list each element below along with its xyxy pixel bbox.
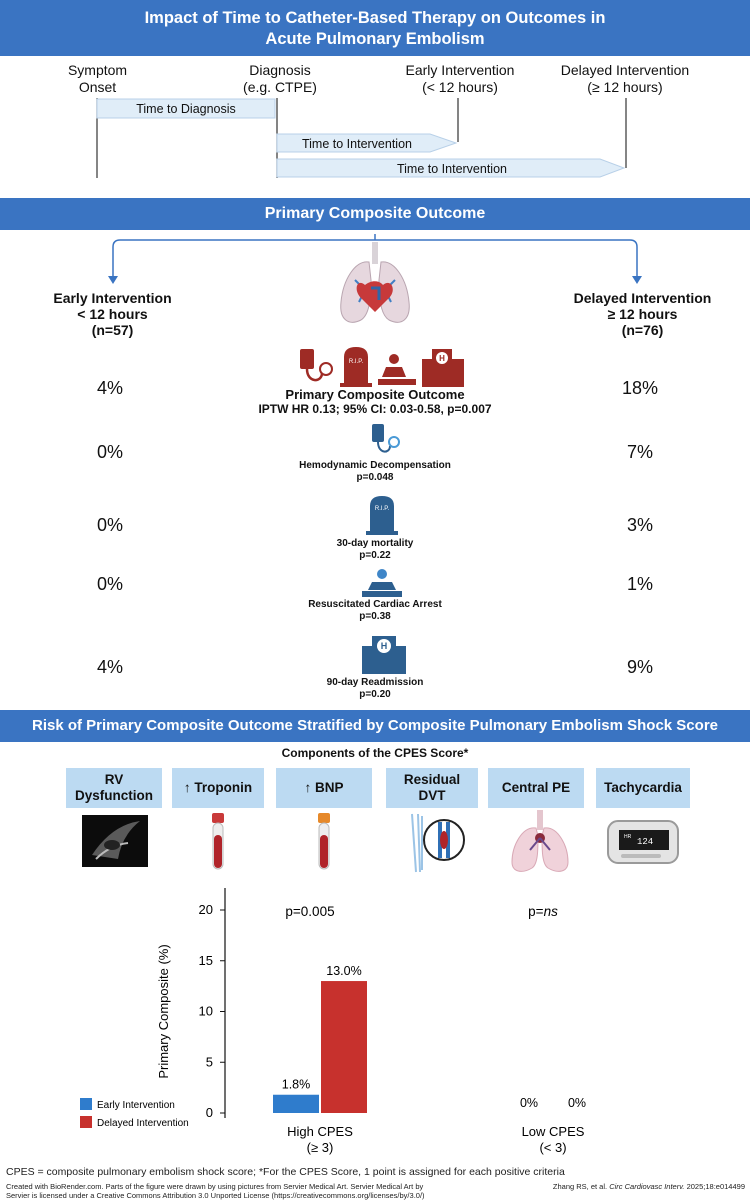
mortality-delayed-pct: 3% bbox=[627, 515, 654, 535]
blood-tube-orange-icon bbox=[311, 813, 337, 871]
readmission-icon bbox=[360, 634, 408, 674]
readmission-delayed-pct: 9% bbox=[627, 657, 654, 677]
readmission-caption bbox=[225, 676, 525, 701]
lungs-icon bbox=[510, 810, 570, 874]
hemodynamic-early-pct: 0% bbox=[97, 442, 124, 462]
delayed-intervention-heading bbox=[545, 290, 740, 338]
y-tick-label: 15 bbox=[198, 952, 213, 968]
rv-label-line2: Dysfunction bbox=[74, 788, 153, 803]
readmission-early-pct: 4% bbox=[97, 657, 124, 677]
hemodynamic-delayed-pct: 7% bbox=[627, 442, 654, 462]
time-to-intervention-delayed-wrap bbox=[282, 160, 622, 178]
hemodynamic-name: Hemodynamic Decompensation bbox=[299, 460, 451, 471]
x-category-labels bbox=[287, 1124, 585, 1155]
mortality-stat: p=0.22 bbox=[359, 550, 391, 561]
delayed-intervention-line2: (≥ 12 hours) bbox=[587, 79, 663, 95]
bnp-label: ↑ BNP bbox=[304, 780, 344, 795]
tachycardia-label: Tachycardia bbox=[604, 780, 682, 795]
bar-delayed-high bbox=[321, 981, 367, 1113]
bar-value-label: 0% bbox=[567, 1096, 587, 1110]
footer-credit bbox=[6, 1182, 425, 1200]
composite-early-pct: 4% bbox=[97, 378, 124, 398]
composite-name: Primary Composite Outcome bbox=[285, 387, 465, 402]
tombstone-icon bbox=[340, 347, 372, 387]
readmission-stat: p=0.20 bbox=[359, 689, 391, 700]
y-tick-label: 10 bbox=[198, 1003, 213, 1019]
bar-early-high bbox=[273, 1095, 319, 1113]
legend-swatch bbox=[80, 1098, 92, 1110]
x-category-label: Low CPES bbox=[521, 1124, 585, 1139]
cardiac-early-pct: 0% bbox=[97, 574, 124, 594]
early-intervention-line2: (< 12 hours) bbox=[422, 79, 498, 95]
mortality-icon bbox=[362, 494, 402, 536]
hospital-letter: H bbox=[439, 354, 445, 363]
primary-outcome-banner: Primary Composite Outcome bbox=[0, 198, 750, 230]
bar-value-label: 13.0% bbox=[326, 964, 362, 979]
early-intervention-line1: Early Intervention bbox=[405, 62, 515, 78]
footer-credit-line1: Created with BioRender.com. Parts of the figure were drawn by using pictures from Servier Medical Art. Servier Medical Art by bbox=[6, 1182, 424, 1191]
citation-prefix: Zhang RS, et al. bbox=[552, 1182, 608, 1191]
component-troponin bbox=[172, 768, 264, 808]
dvt-icon bbox=[402, 812, 468, 876]
lungs-heart-icon bbox=[335, 240, 415, 330]
component-central-pe bbox=[488, 768, 584, 808]
legend-label: Early Intervention bbox=[97, 1100, 175, 1111]
cardiac-caption bbox=[225, 598, 525, 623]
x-category-label: High CPES bbox=[287, 1124, 353, 1139]
cardiac-stat: p=0.38 bbox=[359, 611, 391, 622]
header-banner bbox=[0, 0, 750, 56]
bars-group bbox=[273, 981, 367, 1113]
blood-tube-red-icon bbox=[205, 813, 231, 871]
delayed-intervention-line1: Delayed Intervention bbox=[560, 62, 690, 78]
oximeter-reading: 124 bbox=[637, 837, 654, 847]
header-title-line2: Acute Pulmonary Embolism bbox=[265, 30, 485, 48]
y-axis-label: Primary Composite (%) bbox=[156, 944, 171, 1079]
legend-swatch bbox=[80, 1116, 92, 1128]
citation-journal: Circ Cardiovasc Interv. bbox=[609, 1182, 685, 1191]
p-value-labels bbox=[285, 904, 558, 919]
central-pe-label: Central PE bbox=[501, 780, 571, 795]
mortality-rip-text: R.I.P. bbox=[374, 506, 390, 512]
cpes-subtitle: Components of the CPES Score* bbox=[281, 746, 469, 760]
early-intervention-heading bbox=[25, 290, 200, 338]
mortality-early-pct: 0% bbox=[97, 515, 124, 535]
bar-value-label: 1.8% bbox=[281, 1077, 311, 1092]
composite-stat: IPTW HR 0.13; 95% CI: 0.03-0.58, p=0.007 bbox=[258, 402, 492, 416]
echo-image-icon bbox=[82, 815, 148, 867]
component-tachycardia bbox=[596, 768, 690, 808]
citation-suffix: 2025;18:e014499 bbox=[686, 1182, 745, 1191]
hemodynamic-caption bbox=[225, 459, 525, 484]
cardiac-arrest-icon bbox=[360, 568, 404, 598]
y-axis-ticks bbox=[199, 902, 225, 1120]
p-value-label: p=ns bbox=[528, 904, 558, 919]
x-category-sublabel: (≥ 3) bbox=[306, 1140, 334, 1155]
symptom-onset-line2: Onset bbox=[78, 79, 117, 95]
y-tick-label: 0 bbox=[205, 1105, 213, 1120]
early-heading-line2: < 12 hours bbox=[77, 306, 148, 322]
cpes-banner: Risk of Primary Composite Outcome Stratified by Composite Pulmonary Embolism Shock Score bbox=[0, 710, 750, 742]
y-tick-label: 20 bbox=[198, 902, 213, 917]
blood-pressure-icon bbox=[300, 349, 332, 380]
delayed-heading-line1: Delayed Intervention bbox=[573, 290, 712, 306]
hemodynamic-icon bbox=[368, 422, 404, 456]
cardiac-delayed-pct: 1% bbox=[627, 574, 654, 594]
x-category-sublabel: (< 3) bbox=[539, 1140, 567, 1155]
time-to-intervention-delayed-label: Time to Intervention bbox=[396, 162, 507, 176]
legend-label: Delayed Intervention bbox=[97, 1118, 189, 1129]
bar-value-label: 0% bbox=[519, 1096, 539, 1110]
delayed-heading-line3: (n=76) bbox=[621, 322, 664, 338]
diagnosis-line2: (e.g. CTPE) bbox=[243, 79, 317, 95]
dvt-label-line1: Residual bbox=[403, 772, 461, 787]
time-to-intervention-early-label: Time to Intervention bbox=[301, 137, 412, 151]
footer-definition: CPES = composite pulmonary embolism shock score; *For the CPES Score, 1 point is assigned for each positive criteria bbox=[6, 1166, 565, 1178]
rip-text: R.I.P. bbox=[348, 359, 364, 365]
cardiac-name: Resuscitated Cardiac Arrest bbox=[308, 599, 442, 610]
p-value-label: p=0.005 bbox=[285, 904, 335, 919]
cpr-icon bbox=[378, 354, 416, 385]
mortality-caption bbox=[225, 537, 525, 562]
component-rv-dysfunction bbox=[66, 768, 162, 808]
pulse-oximeter-icon bbox=[607, 820, 679, 864]
header-title-line1: Impact of Time to Catheter-Based Therapy on Outcomes in bbox=[144, 9, 606, 27]
time-to-diagnosis-label-wrap bbox=[97, 100, 275, 118]
y-tick-label: 5 bbox=[205, 1054, 213, 1070]
component-residual-dvt bbox=[386, 768, 478, 808]
hospital-icon bbox=[422, 349, 464, 387]
troponin-label: ↑ Troponin bbox=[183, 780, 253, 795]
composite-caption bbox=[225, 387, 525, 417]
cpes-bar-chart bbox=[0, 880, 750, 1165]
footer-citation bbox=[540, 1182, 745, 1192]
time-to-diagnosis-label: Time to Diagnosis bbox=[136, 102, 236, 116]
composite-outcome-icons bbox=[298, 345, 468, 387]
composite-delayed-pct: 18% bbox=[622, 378, 659, 398]
time-to-intervention-early-wrap bbox=[282, 135, 432, 153]
symptom-onset-line1: Symptom bbox=[67, 62, 128, 78]
dvt-label-line2: DVT bbox=[418, 788, 446, 803]
footer-credit-line2: Servier is licensed under a Creative Commons Attribution 3.0 Unported License (https://creativecommons.org/licenses/by/3.0/) bbox=[6, 1191, 425, 1200]
rv-label-line1: RV bbox=[104, 772, 124, 787]
chart-legend bbox=[80, 1098, 189, 1129]
early-heading-line1: Early Intervention bbox=[53, 290, 172, 306]
oximeter-hr-label: HR bbox=[624, 834, 632, 840]
early-heading-line3: (n=57) bbox=[91, 322, 134, 338]
readmission-name: 90-day Readmission bbox=[326, 677, 424, 688]
component-bnp bbox=[276, 768, 372, 808]
delayed-heading-line2: ≥ 12 hours bbox=[607, 306, 678, 322]
readmission-hospital-letter: H bbox=[380, 641, 388, 651]
mortality-name: 30-day mortality bbox=[336, 538, 414, 549]
diagnosis-line1: Diagnosis bbox=[249, 62, 311, 78]
hemodynamic-stat: p=0.048 bbox=[356, 472, 394, 483]
